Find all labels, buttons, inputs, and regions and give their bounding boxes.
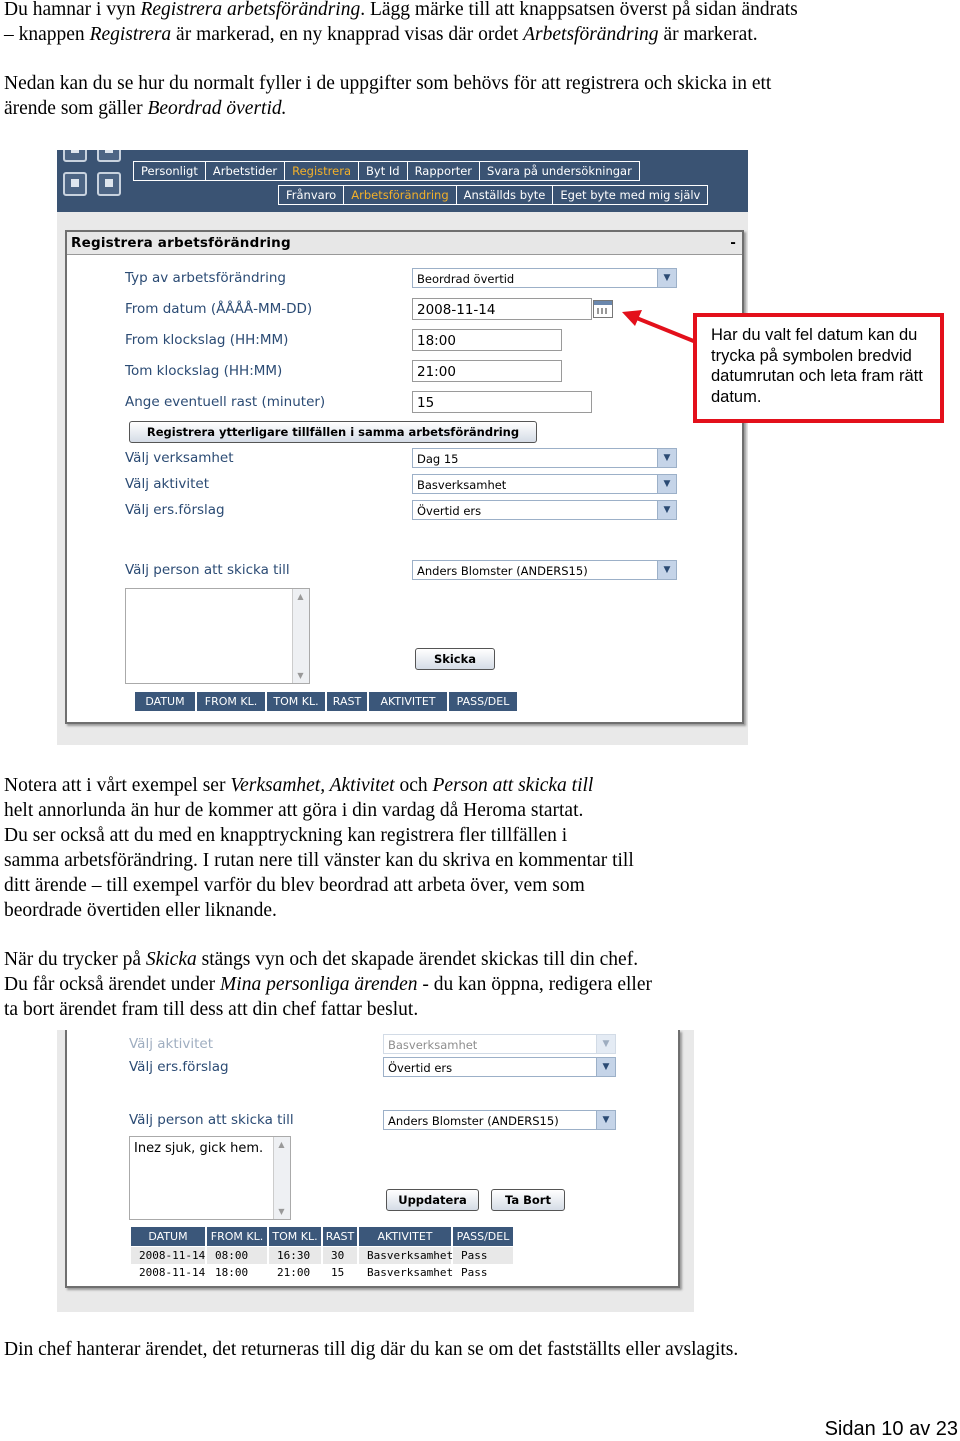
text: beordrade övertiden eller liknande. (4, 900, 277, 921)
column-header[interactable]: PASS/DEL (449, 692, 517, 711)
panel-title: Registrera arbetsförändring (71, 235, 291, 251)
app-icon[interactable] (63, 150, 87, 162)
text: . Lägg märke till att knappsatsen överst på sidan ändrats (360, 0, 798, 20)
table-cell: 30 (323, 1247, 357, 1264)
sub-menu (278, 185, 708, 205)
chevron-down-icon[interactable]: ▼ (596, 1035, 615, 1053)
table-cell: 08:00 (207, 1247, 267, 1264)
chevron-down-icon[interactable]: ▼ (657, 449, 676, 467)
chevron-down-icon[interactable]: ▼ (657, 561, 676, 579)
label-from-klock: From klockslag (HH:MM) (125, 332, 289, 348)
column-header[interactable]: DATUM (131, 1227, 205, 1246)
emphasis: Registrera arbetsförändring (140, 0, 361, 20)
table-cell: Basverksamhet (359, 1247, 451, 1264)
column-header[interactable]: AKTIVITET (369, 692, 447, 711)
to-time-input[interactable]: 21:00 (412, 360, 562, 382)
callout-box: Har du valt fel datum kan du trycka på symbolen bredvid datumrutan och leta fram rätt datum. (693, 313, 944, 423)
from-time-input[interactable]: 18:00 (412, 329, 562, 351)
text: Nedan kan du se hur du normalt fyller i de uppgifter som behövs för att registrera och skicka in ett (4, 73, 772, 94)
column-header[interactable]: FROM KL. (207, 1227, 267, 1246)
delete-button[interactable]: Ta Bort (491, 1189, 565, 1211)
emphasis: Registrera (89, 24, 172, 45)
table-cell: 2008-11-14 (131, 1247, 205, 1264)
top-menu-bar (57, 150, 748, 212)
update-panel (65, 1030, 680, 1288)
column-header[interactable]: PASS/DEL (453, 1227, 513, 1246)
panel-header (67, 232, 742, 255)
comment-textarea[interactable] (129, 1136, 291, 1220)
column-header[interactable]: DATUM (135, 692, 195, 711)
scroll-up-icon[interactable]: ▲ (297, 592, 304, 601)
collapse-button[interactable]: - (730, 235, 736, 251)
label-person: Välj person att skicka till (129, 1112, 294, 1128)
middle-paragraph-2 (4, 947, 652, 1022)
text: stängs vyn och det skapade ärendet skickas till din chef. (196, 949, 639, 970)
comment-textarea[interactable] (125, 588, 310, 684)
selected-value: Anders Blomster (ANDERS15) (417, 564, 588, 578)
chevron-down-icon[interactable]: ▼ (657, 475, 676, 493)
table-cell: 2008-11-14 (139, 1266, 206, 1279)
column-header[interactable]: TOM KL. (269, 1227, 321, 1246)
menu-item-arbetsförändring[interactable]: Arbetsförändring (344, 186, 456, 204)
scroll-up-icon[interactable]: ▲ (278, 1140, 285, 1149)
scroll-down-icon[interactable]: ▼ (297, 671, 304, 680)
menu-item-arbetstider[interactable]: Arbetstider (206, 162, 285, 180)
text: ärende som gäller (4, 98, 148, 119)
ersforslag-select[interactable] (383, 1057, 616, 1077)
text: är markerad, en ny knapprad visas där ordet (171, 24, 524, 45)
app-icon[interactable] (97, 150, 121, 162)
typ-select[interactable] (412, 268, 677, 288)
from-date-input[interactable]: 2008-11-14 (412, 298, 592, 320)
form-icon[interactable] (97, 172, 121, 196)
selected-value: Övertid ers (417, 504, 482, 518)
text: och (394, 775, 433, 796)
menu-item-frånvaro[interactable]: Frånvaro (279, 186, 344, 204)
column-header[interactable]: RAST (323, 1227, 357, 1246)
menu-item-eget-byte-med-mig-själv[interactable]: Eget byte med mig själv (560, 188, 701, 202)
closing-paragraph: Din chef hanterar ärendet, det returneras till dig där du kan se om det fastställts eller avslagits. (4, 1339, 739, 1360)
column-header[interactable]: TOM KL. (267, 692, 325, 711)
intro-paragraph-2 (4, 71, 771, 121)
text: ta bort ärendet fram till dess att din chef fattar beslut. (4, 999, 419, 1020)
update-button[interactable]: Uppdatera (386, 1189, 479, 1211)
register-panel (65, 230, 744, 724)
table-row[interactable] (131, 1247, 515, 1264)
comment-text: Inez sjuk, gick hem. (134, 1141, 264, 1156)
text: Notera att i vårt exempel ser (4, 775, 231, 796)
break-input[interactable]: 15 (412, 391, 592, 413)
table-header (131, 1227, 515, 1246)
org-chart-icon[interactable] (63, 172, 87, 196)
label-aktivitet: Välj aktivitet (129, 1036, 214, 1052)
chevron-down-icon[interactable]: ▼ (657, 269, 676, 287)
person-select[interactable] (383, 1110, 616, 1130)
calendar-icon[interactable] (593, 300, 613, 318)
ersforslag-select[interactable] (412, 500, 677, 520)
selected-value: Anders Blomster (ANDERS15) (388, 1114, 559, 1128)
chevron-down-icon[interactable]: ▼ (596, 1058, 615, 1076)
menu-item-anställds-byte[interactable]: Anställds byte (457, 186, 554, 204)
column-header[interactable]: AKTIVITET (359, 1227, 451, 1246)
label-ersforslag: Välj ers.förslag (125, 502, 225, 518)
scroll-down-icon[interactable]: ▼ (278, 1207, 285, 1216)
scrollbar[interactable] (292, 589, 309, 683)
text: helt annorlunda än hur de kommer att göra i din vardag då Heroma startat. (4, 800, 584, 821)
page-number: Sidan 10 av 23 (824, 1418, 958, 1440)
table-cell: 15 (331, 1266, 345, 1279)
main-menu (133, 161, 640, 181)
menu-item-personligt[interactable]: Personligt (134, 162, 206, 180)
label-from-datum: From datum (ÅÅÅÅ-MM-DD) (125, 301, 313, 317)
label-aktivitet: Välj aktivitet (125, 476, 210, 492)
emphasis: Arbetsförändring (523, 24, 659, 45)
intro-paragraph-1 (4, 0, 798, 47)
table-header (135, 692, 519, 711)
emphasis: Skicka (145, 949, 197, 970)
menu-item-rapporter[interactable]: Rapporter (408, 162, 480, 180)
label-person: Välj person att skicka till (125, 562, 290, 578)
label-rast: Ange eventuell rast (minuter) (125, 394, 326, 410)
screenshot-register-form (57, 150, 748, 745)
emphasis: Verksamhet, Aktivitet (230, 775, 395, 796)
chevron-down-icon[interactable]: ▼ (657, 501, 676, 519)
column-header[interactable]: FROM KL. (197, 692, 265, 711)
table-cell: Pass (461, 1266, 488, 1279)
aktivitet-select[interactable] (383, 1034, 616, 1054)
text: Du ser också att du med en knapptryckning kan registrera fler tillfällen i (4, 825, 568, 846)
chevron-down-icon[interactable]: ▼ (596, 1111, 615, 1129)
table-cell: 16:30 (269, 1247, 321, 1264)
text: När du trycker på (4, 949, 146, 970)
verksamhet-select[interactable] (412, 448, 677, 468)
table-cell: 18:00 (215, 1266, 249, 1279)
table-cell: Basverksamhet (367, 1266, 454, 1279)
text: - du kan öppna, redigera eller (417, 974, 652, 995)
register-more-button[interactable]: Registrera ytterligare tillfällen i samma arbetsförändring (129, 421, 537, 443)
text: – knappen (4, 24, 90, 45)
label-verksamhet: Välj verksamhet (125, 450, 234, 466)
selected-value: Dag 15 (417, 452, 459, 466)
text: Du får också ärendet under (4, 974, 221, 995)
label-tom-klock: Tom klockslag (HH:MM) (125, 363, 283, 379)
scrollbar[interactable] (273, 1137, 290, 1219)
person-select[interactable] (412, 560, 677, 580)
send-button[interactable]: Skicka (415, 648, 495, 670)
emphasis: Mina personliga ärenden (220, 974, 418, 995)
table-cell: Pass (453, 1247, 513, 1264)
text: Du hamnar i vyn (4, 0, 141, 20)
emphasis: Person att skicka till (432, 775, 594, 796)
aktivitet-select[interactable] (412, 474, 677, 494)
label-typ: Typ av arbetsförändring (125, 270, 286, 286)
selected-value: Basverksamhet (417, 478, 507, 492)
label-ersforslag: Välj ers.förslag (129, 1059, 229, 1075)
emphasis: Beordrad övertid. (147, 98, 287, 119)
column-header[interactable]: RAST (327, 692, 367, 711)
text: är markerat. (658, 24, 758, 45)
selected-value: Beordrad övertid (417, 272, 515, 286)
table-cell: 21:00 (277, 1266, 311, 1279)
selected-value: Basverksamhet (388, 1038, 478, 1052)
menu-item-byt-id[interactable]: Byt Id (359, 162, 408, 180)
text: samma arbetsförändring. I rutan nere till vänster kan du skriva en kommentar till (4, 850, 634, 871)
callout-arrow (620, 308, 700, 348)
menu-item-registrera[interactable]: Registrera (285, 162, 359, 180)
text: ditt ärende – till exempel varför du blev beordrad att arbeta över, vem som (4, 875, 585, 896)
middle-paragraph-1 (4, 773, 634, 923)
table-row[interactable] (131, 1264, 515, 1281)
selected-value: Övertid ers (388, 1061, 453, 1075)
menu-item-svara-på-undersökningar[interactable]: Svara på undersökningar (487, 164, 632, 178)
screenshot-update-form (57, 1030, 694, 1312)
